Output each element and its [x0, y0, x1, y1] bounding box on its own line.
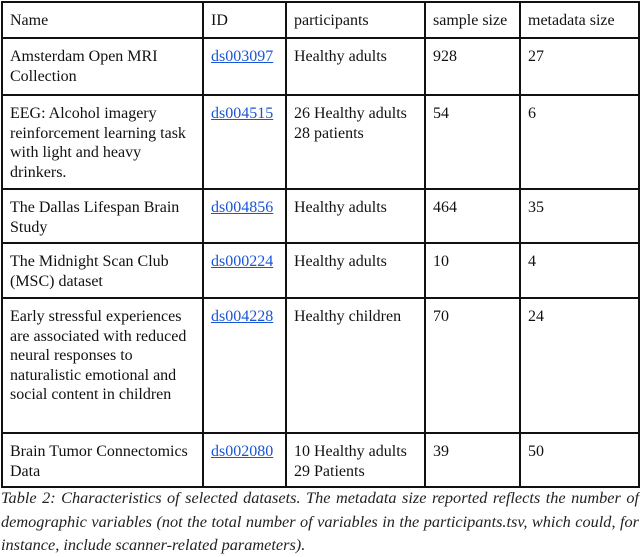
participants-line: 10 Healthy adults — [294, 443, 407, 460]
dataset-name: Brain Tumor Connectomics Data — [2, 433, 203, 487]
participants-cell — [286, 243, 425, 298]
dataset-name: Early stressful experiences are associated with reduced neural responses to naturalistic emotional and social content in children — [2, 298, 203, 433]
metadata-size: 35 — [520, 189, 639, 243]
participants-cell — [286, 298, 425, 433]
metadata-size: 27 — [520, 38, 639, 95]
header-metadata-size: metadata size — [520, 2, 639, 38]
dataset-name: Amsterdam Open MRI Collection — [2, 38, 203, 95]
header-sample-size: sample size — [425, 2, 520, 38]
metadata-size: 24 — [520, 298, 639, 433]
dataset-id-link[interactable]: ds004228 — [211, 308, 274, 325]
table-caption: Table 2: Characteristics of selected datasets. The metadata size reported reflects the number of demographic variables (not the total number of variables in the participants.tsv, which could, for instance, include scanner-related parameters). — [1, 488, 639, 554]
sample-size: 39 — [425, 433, 520, 487]
dataset-id-cell — [203, 243, 286, 298]
sample-size: 54 — [425, 95, 520, 189]
header-participants: participants — [286, 2, 425, 38]
header-name: Name — [2, 2, 203, 38]
metadata-size: 6 — [520, 95, 639, 189]
participants-line: 29 Patients — [294, 462, 365, 480]
dataset-name: EEG: Alcohol imagery reinforcement learning task with light and heavy drinkers. — [2, 95, 203, 189]
sample-size: 10 — [425, 243, 520, 298]
participants-cell — [286, 38, 425, 95]
participants-line: Healthy children — [294, 308, 402, 325]
dataset-id-link[interactable]: ds004515 — [211, 105, 274, 122]
sample-size: 928 — [425, 38, 520, 95]
table-row — [2, 95, 639, 189]
participants-cell — [286, 189, 425, 243]
header-id: ID — [203, 2, 286, 38]
dataset-id-cell — [203, 298, 286, 433]
dataset-id-cell — [203, 38, 286, 95]
dataset-id-link[interactable]: ds002080 — [211, 443, 274, 460]
participants-line: Healthy adults — [294, 199, 387, 216]
dataset-id-link[interactable]: ds000224 — [211, 253, 274, 270]
table-row — [2, 243, 639, 298]
participants-cell — [286, 433, 425, 487]
dataset-id-link[interactable]: ds003097 — [211, 48, 274, 65]
dataset-id-cell — [203, 95, 286, 189]
table-row — [2, 189, 639, 243]
participants-line: Healthy adults — [294, 48, 387, 65]
participants-line: 26 Healthy adults — [294, 105, 407, 122]
datasets-table — [1, 1, 640, 488]
table-row — [2, 38, 639, 95]
dataset-id-cell — [203, 433, 286, 487]
metadata-size: 50 — [520, 433, 639, 487]
participants-cell — [286, 95, 425, 189]
participants-line: Healthy adults — [294, 253, 387, 270]
sample-size: 70 — [425, 298, 520, 433]
table-header-row — [2, 2, 639, 38]
dataset-id-cell — [203, 189, 286, 243]
metadata-size: 4 — [520, 243, 639, 298]
dataset-name: The Midnight Scan Club (MSC) dataset — [2, 243, 203, 298]
dataset-id-link[interactable]: ds004856 — [211, 199, 274, 216]
participants-line: 28 patients — [294, 124, 364, 142]
dataset-name: The Dallas Lifespan Brain Study — [2, 189, 203, 243]
table-row — [2, 433, 639, 487]
table-row — [2, 298, 639, 433]
sample-size: 464 — [425, 189, 520, 243]
